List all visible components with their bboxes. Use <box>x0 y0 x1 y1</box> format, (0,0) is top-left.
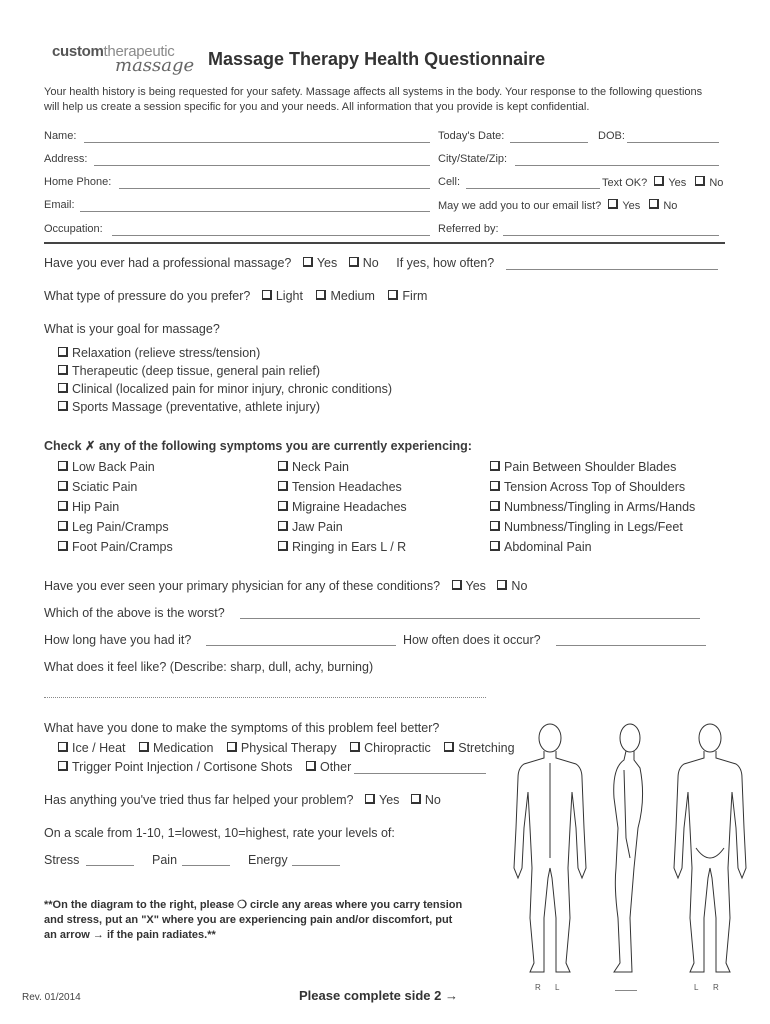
goal-relaxation-checkbox[interactable] <box>58 347 68 357</box>
city-state-zip-field[interactable] <box>515 165 719 166</box>
pain-field[interactable] <box>182 865 230 866</box>
symptom-label: Migraine Headaches <box>292 500 407 514</box>
email-label: Email: <box>44 199 75 211</box>
section-divider <box>44 242 725 244</box>
symptom-item <box>58 520 169 534</box>
symptom-checkbox[interactable] <box>490 541 500 551</box>
front-r-label: R <box>535 983 541 992</box>
pressure-firm-label: Firm <box>402 289 428 303</box>
prof-massage-yes-label: Yes <box>316 256 338 270</box>
prof-massage-yes-checkbox[interactable] <box>303 257 313 267</box>
prof-massage-no-label: No <box>362 256 379 270</box>
prof-massage-question: Have you ever had a professional massage? <box>44 256 292 270</box>
done-medication-checkbox[interactable] <box>139 742 149 752</box>
logo-massage: massage <box>115 55 195 76</box>
scale-question: On a scale from 1-10, 1=lowest, 10=highest, rate your levels of: <box>44 826 395 840</box>
done-ice-heat-checkbox[interactable] <box>58 742 68 752</box>
done-physical-therapy-checkbox[interactable] <box>227 742 237 752</box>
text-ok-no-label: No <box>709 177 724 189</box>
page-title: Massage Therapy Health Questionnaire <box>208 49 546 69</box>
body-back-figure <box>674 724 746 972</box>
symptom-label: Jaw Pain <box>292 520 343 534</box>
symptom-checkbox[interactable] <box>278 481 288 491</box>
symptom-checkbox[interactable] <box>490 461 500 471</box>
how-often-occur-field[interactable] <box>556 645 706 646</box>
revision-label: Rev. 01/2014 <box>22 992 81 1003</box>
dob-label: DOB: <box>598 130 625 142</box>
body-front-figure <box>514 724 586 972</box>
done-chiropractic-checkbox[interactable] <box>350 742 360 752</box>
physician-yes-checkbox[interactable] <box>452 580 462 590</box>
symptom-checkbox[interactable] <box>58 501 68 511</box>
email-list-no-label: No <box>663 200 678 212</box>
done-options-row2 <box>58 760 351 774</box>
done-better-question: What have you done to make the symptoms of this problem feel better? <box>44 721 440 735</box>
feel-like-row <box>44 660 373 674</box>
physician-no-label: No <box>511 579 528 593</box>
goal-option <box>58 364 320 378</box>
goal-sports-label: Sports Massage (preventative, athlete injury) <box>72 400 321 414</box>
home-phone-label: Home Phone: <box>44 176 112 188</box>
occupation-label: Occupation: <box>44 223 103 235</box>
symptom-item <box>490 460 676 474</box>
occupation-field[interactable] <box>112 235 430 236</box>
helped-row <box>44 793 441 807</box>
goal-option <box>58 382 392 396</box>
goal-clinical-label: Clinical (localized pain for minor injury, chronic conditions) <box>72 382 393 396</box>
pressure-firm-checkbox[interactable] <box>388 290 398 300</box>
pressure-medium-checkbox[interactable] <box>316 290 326 300</box>
done-trigger-point-label: Trigger Point Injection / Cortisone Shots <box>72 760 293 774</box>
name-field[interactable] <box>84 142 430 143</box>
email-list-yes-label: Yes <box>622 200 641 212</box>
physician-row <box>44 579 527 593</box>
todays-date-field[interactable] <box>510 142 588 143</box>
how-often-field[interactable] <box>506 269 718 270</box>
logo-custom: custom <box>52 43 104 60</box>
logo-therapeutic: therapeutic <box>103 43 175 60</box>
physician-yes-label: Yes <box>465 579 486 593</box>
symptom-item <box>278 500 407 514</box>
done-other-checkbox[interactable] <box>306 761 316 771</box>
worst-question: Which of the above is the worst? <box>44 606 225 620</box>
done-stretching-label: Stretching <box>458 741 515 755</box>
goal-sports-checkbox[interactable] <box>58 401 68 411</box>
dob-field[interactable] <box>627 142 719 143</box>
email-field[interactable] <box>80 211 430 212</box>
goal-relaxation-label: Relaxation (relieve stress/tension) <box>72 346 261 360</box>
helped-question: Has anything you've tried thus far helped your problem? <box>44 793 354 807</box>
symptom-label: Low Back Pain <box>72 460 155 474</box>
physician-no-checkbox[interactable] <box>497 580 507 590</box>
symptom-label: Tension Headaches <box>292 480 402 494</box>
symptom-checkbox[interactable] <box>58 481 68 491</box>
text-ok-yes-checkbox[interactable] <box>654 176 664 186</box>
symptom-item <box>58 480 137 494</box>
symptom-label: Neck Pain <box>292 460 349 474</box>
helped-yes-checkbox[interactable] <box>365 794 375 804</box>
symptom-item <box>58 500 119 514</box>
done-trigger-point-checkbox[interactable] <box>58 761 68 771</box>
symptom-item <box>58 460 155 474</box>
symptom-checkbox[interactable] <box>58 461 68 471</box>
symptom-item <box>490 520 683 534</box>
referred-by-label: Referred by: <box>438 223 499 235</box>
how-often-question: How often does it occur? <box>403 633 541 647</box>
worst-field[interactable] <box>240 618 700 619</box>
symptom-checkbox[interactable] <box>278 521 288 531</box>
cell-label: Cell: <box>438 176 461 188</box>
text-ok-label: Text OK? <box>602 177 648 189</box>
done-physical-therapy-label: Physical Therapy <box>240 741 337 755</box>
address-field[interactable] <box>94 165 430 166</box>
symptom-checkbox[interactable] <box>58 541 68 551</box>
body-side-figure <box>614 724 643 972</box>
pressure-light-label: Light <box>275 289 303 303</box>
done-other-label: Other <box>319 760 352 774</box>
email-list-label: May we add you to our email list? <box>438 200 602 212</box>
feel-like-hint: (Describe: sharp, dull, achy, burning) <box>169 660 374 674</box>
symptom-label: Leg Pain/Cramps <box>72 520 169 534</box>
symptom-checkbox[interactable] <box>58 521 68 531</box>
symptom-item <box>278 480 402 494</box>
symptom-checkbox[interactable] <box>490 501 500 511</box>
text-ok-no-checkbox[interactable] <box>695 176 705 186</box>
cell-field[interactable] <box>466 188 600 189</box>
done-other-field[interactable] <box>354 773 486 774</box>
prof-massage-row <box>44 256 494 270</box>
symptom-checkbox[interactable] <box>490 481 500 491</box>
name-label: Name: <box>44 130 77 142</box>
pressure-medium-label: Medium <box>330 289 375 303</box>
done-ice-heat-label: Ice / Heat <box>72 741 126 755</box>
email-list-group <box>438 199 677 212</box>
symptom-label: Numbness/Tingling in Arms/Hands <box>504 500 696 514</box>
symptom-item <box>490 540 592 554</box>
todays-date-label: Today's Date: <box>438 130 505 142</box>
if-yes-often-label: If yes, how often? <box>396 256 495 270</box>
physician-question: Have you ever seen your primary physician for any of these conditions? <box>44 579 441 593</box>
goal-option <box>58 400 320 414</box>
symptom-item <box>278 540 406 554</box>
stress-label: Stress <box>44 853 80 867</box>
text-ok-yes-label: Yes <box>668 177 687 189</box>
intro-text: Your health history is being requested for your safety. Massage affects all systems in the body. Your response to the following questions will help us create a session specific for you and your needs. All information that you provide is kept confidential. <box>44 86 703 113</box>
symptom-label: Hip Pain <box>72 500 120 514</box>
energy-label: Energy <box>248 853 288 867</box>
side-label-line <box>615 990 637 991</box>
feel-like-question: What does it feel like? <box>44 660 167 674</box>
feel-like-field[interactable] <box>44 697 486 698</box>
prof-massage-no-checkbox[interactable] <box>349 257 359 267</box>
body-diagram[interactable] <box>500 718 760 980</box>
back-l-label: L <box>694 983 699 992</box>
helped-yes-label: Yes <box>379 793 400 807</box>
symptom-item <box>278 520 343 534</box>
done-medication-label: Medication <box>152 741 214 755</box>
stress-field[interactable] <box>86 865 134 866</box>
goal-question: What is your goal for massage? <box>44 322 220 336</box>
referred-by-field[interactable] <box>503 235 719 236</box>
goal-clinical-checkbox[interactable] <box>58 383 68 393</box>
done-stretching-checkbox[interactable] <box>444 742 454 752</box>
text-ok-group <box>602 176 723 189</box>
symptom-item <box>490 500 695 514</box>
energy-field[interactable] <box>292 865 340 866</box>
goal-therapeutic-checkbox[interactable] <box>58 365 68 375</box>
home-phone-field[interactable] <box>119 188 430 189</box>
symptom-checkbox[interactable] <box>278 541 288 551</box>
symptom-label: Numbness/Tingling in Legs/Feet <box>504 520 683 534</box>
symptom-label: Ringing in Ears L / R <box>292 540 407 554</box>
symptoms-question: Check ✗ any of the following symptoms you are currently experiencing: <box>44 439 472 453</box>
symptom-checkbox[interactable] <box>278 461 288 471</box>
symptom-item <box>58 540 173 554</box>
pressure-question: What type of pressure do you prefer? <box>44 289 251 303</box>
symptom-checkbox[interactable] <box>278 501 288 511</box>
goal-therapeutic-label: Therapeutic (deep tissue, general pain relief) <box>72 364 321 378</box>
city-state-zip-label: City/State/Zip: <box>438 153 508 165</box>
front-l-label: L <box>555 983 560 992</box>
how-long-field[interactable] <box>206 645 396 646</box>
helped-no-checkbox[interactable] <box>411 794 421 804</box>
pressure-row <box>44 289 427 303</box>
complete-side-2: Please complete side 2 → <box>299 988 458 1003</box>
pain-label: Pain <box>152 853 178 867</box>
email-list-no-checkbox[interactable] <box>649 199 659 209</box>
back-r-label: R <box>713 983 719 992</box>
symptom-checkbox[interactable] <box>490 521 500 531</box>
how-long-question: How long have you had it? <box>44 633 192 647</box>
symptom-item <box>490 480 685 494</box>
done-options-row1 <box>58 741 515 755</box>
helped-no-label: No <box>424 793 441 807</box>
symptom-label: Pain Between Shoulder Blades <box>504 460 677 474</box>
email-list-yes-checkbox[interactable] <box>608 199 618 209</box>
done-chiropractic-label: Chiropractic <box>364 741 431 755</box>
diagram-instructions: **On the diagram to the right, please ❍ circle any areas where you carry tension and stress, put an "X" where you are experiencing pain and/or discomfort, put an arrow → if the pain radiates.** <box>44 899 463 941</box>
address-label: Address: <box>44 153 88 165</box>
goal-option <box>58 346 260 360</box>
symptom-label: Tension Across Top of Shoulders <box>504 480 686 494</box>
symptom-label: Sciatic Pain <box>72 480 138 494</box>
symptom-label: Foot Pain/Cramps <box>72 540 173 554</box>
pressure-light-checkbox[interactable] <box>262 290 272 300</box>
symptom-label: Abdominal Pain <box>504 540 592 554</box>
symptom-item <box>278 460 349 474</box>
